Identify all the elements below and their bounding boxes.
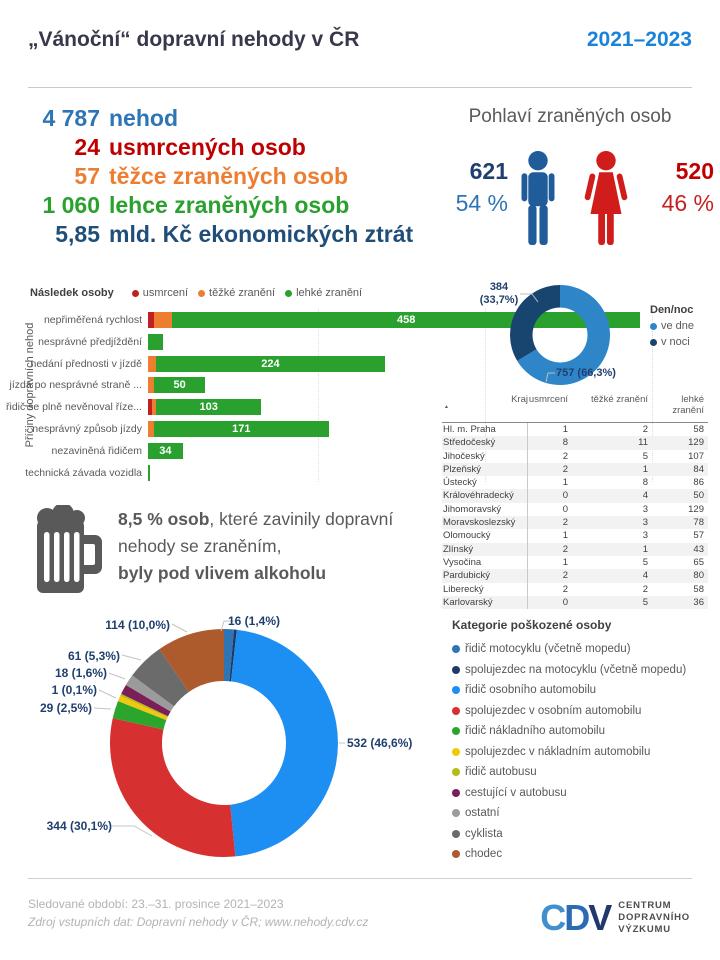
table-cell: Karlovarský: [442, 596, 528, 609]
stat-row: [28, 133, 428, 162]
cause-bar[interactable]: [148, 399, 261, 415]
night-slice-label: [474, 281, 524, 307]
footer-source: Zdroj vstupních dat: Dopravní nehody v ČR; www.nehody.cdv.cz: [28, 915, 369, 929]
stat-label: nehod: [109, 105, 178, 131]
legend-item-label: cestující v autobusu: [465, 786, 567, 799]
legend-dot-icon: [452, 707, 460, 715]
bar-segment-lehké-zranění[interactable]: 34: [148, 443, 183, 459]
table-cell: 57: [693, 530, 704, 542]
legend-item-label: spolujezdec na motocyklu (včetně mopedu): [465, 663, 687, 676]
table-cell: 58: [693, 424, 704, 435]
legend-item-label: řidič nákladního automobilu: [465, 725, 606, 738]
region-table-header[interactable]: [442, 394, 708, 423]
male-icon: [514, 150, 562, 247]
cause-category-label: nedání přednosti v jízdě: [30, 357, 142, 370]
table-row[interactable]: [442, 476, 708, 489]
table-cell: 1: [642, 463, 648, 475]
table-row[interactable]: [442, 529, 708, 542]
cause-bar[interactable]: [148, 465, 150, 481]
table-cell: 84: [693, 463, 704, 475]
beer-mug-icon: [32, 505, 104, 597]
region-table-body: [442, 423, 708, 609]
daynight-legend-item[interactable]: [650, 320, 694, 332]
female-icon: [582, 150, 630, 247]
category-legend-item[interactable]: [452, 742, 714, 763]
category-slice-label: 114 (10,0%): [105, 618, 170, 632]
cause-category-label: nesprávný způsob jízdy: [32, 423, 142, 435]
legend-item-label[interactable]: lehké zranění: [296, 287, 363, 299]
legend-item-label: řidič osobního automobilu: [465, 684, 597, 697]
bar-segment-lehké-zranění[interactable]: [148, 465, 150, 481]
daynight-legend-item[interactable]: [650, 336, 694, 348]
female-pct: 46 %: [661, 190, 714, 216]
cdv-logo-letters: [540, 894, 610, 942]
legend-dot-icon: [650, 323, 657, 330]
table-cell: 65: [693, 556, 704, 568]
night-value: 384: [489, 281, 509, 293]
category-legend-item[interactable]: [452, 762, 714, 783]
table-cell: Pardubický: [442, 569, 528, 582]
legend-dot-icon: [452, 748, 460, 756]
key-stats: [28, 104, 428, 249]
table-cell: 1: [562, 556, 568, 568]
stat-row: [28, 162, 428, 191]
years-badge: 2021–2023: [586, 28, 692, 51]
page-title: „Vánoční“ dopravní nehody v ČR: [28, 28, 360, 51]
table-cell: Zlínský: [442, 543, 528, 556]
stat-row: [28, 104, 428, 133]
table-cell: Moravskoslezský: [442, 516, 528, 529]
cdv-logo-text: CENTRUM DOPRAVNÍHO VÝZKUMU: [618, 900, 690, 935]
cause-bar[interactable]: [148, 334, 163, 350]
legend-item-label: ve dne: [661, 320, 695, 332]
table-row[interactable]: [442, 556, 708, 569]
table-cell: 58: [693, 583, 704, 595]
cause-bar[interactable]: [148, 421, 329, 437]
table-cell: 43: [693, 543, 704, 555]
category-slice-label: 16 (1,4%): [228, 614, 281, 628]
sort-asc-icon[interactable]: ▲: [444, 404, 449, 410]
table-row[interactable]: [442, 543, 708, 556]
legend-item-label: řidič autobusu: [465, 766, 537, 779]
table-cell: Hl. m. Praha: [442, 423, 528, 436]
table-cell: 2: [562, 570, 568, 582]
table-cell: 1: [562, 530, 568, 542]
bar-segment-lehké-zranění[interactable]: 224: [156, 356, 385, 372]
category-legend-item[interactable]: [452, 680, 714, 701]
col-header-2[interactable]: těžké zranění: [590, 394, 648, 405]
alcohol-statement: [118, 506, 438, 587]
stat-label: těžce zraněných osob: [109, 163, 349, 189]
cause-category-label: nezaviněná řidičem: [51, 444, 142, 457]
bar-segment-lehké-zranění[interactable]: 458: [172, 312, 639, 328]
legend-item-label: chodec: [465, 848, 503, 861]
legend-dot-icon: [132, 290, 139, 297]
table-cell: 2: [562, 517, 568, 529]
cause-bar[interactable]: [148, 356, 385, 372]
table-row[interactable]: [442, 489, 708, 502]
category-slice-label: 61 (5,3%): [67, 649, 120, 663]
table-cell: 8: [642, 477, 648, 489]
daynight-legend: [650, 304, 694, 348]
stat-value: 1 060: [42, 192, 100, 218]
table-cell: 4: [642, 570, 648, 582]
table-cell: Plzeňský: [442, 463, 528, 476]
table-cell: 1: [562, 424, 568, 435]
category-slice-3[interactable]: [110, 718, 235, 857]
table-cell: 78: [693, 517, 704, 529]
legend-item-label: spolujezdec v osobním automobilu: [465, 704, 642, 717]
table-row[interactable]: [442, 583, 708, 596]
category-legend-title: Kategorie poškozené osoby: [452, 618, 612, 632]
legend-item-label: spolujezdec v nákladním automobilu: [465, 745, 651, 758]
table-row[interactable]: [442, 596, 708, 609]
table-cell: 129: [688, 437, 704, 449]
cause-category-label: řidič se plně nevěnoval říze...: [6, 401, 142, 414]
daynight-legend-title: Den/noc: [650, 304, 694, 316]
table-cell: 1: [562, 477, 568, 489]
legend-item-label: řidič motocyklu (včetně mopedu): [465, 643, 631, 656]
table-cell: 5: [642, 450, 648, 462]
cause-category-label: nepřiměřená rychlost: [43, 314, 142, 326]
footer-period: Sledované období: 23.–31. prosince 2021–2023: [28, 897, 284, 911]
legend-dot-icon: [452, 727, 460, 735]
table-cell: 50: [693, 490, 704, 502]
legend-dot-icon: [650, 339, 657, 346]
table-cell: 3: [642, 530, 648, 542]
cdv-logo: [540, 894, 690, 942]
table-cell: Středočeský: [442, 436, 528, 449]
table-cell: 11: [638, 437, 648, 449]
legend-dot-icon: [452, 645, 460, 653]
stat-value: 24: [74, 134, 100, 160]
table-row[interactable]: [442, 463, 708, 476]
alcohol-line1-rest: , které zavinily dopravní: [209, 509, 394, 529]
category-slice-label: 532 (46,6%): [347, 736, 413, 750]
daynight-donut-chart: [460, 278, 720, 403]
alcohol-highlight: 8,5 % osob: [118, 509, 210, 529]
table-cell: 80: [693, 570, 704, 582]
legend-dot-icon: [452, 830, 460, 838]
bar-segment-lehké-zranění[interactable]: [148, 334, 163, 350]
table-row[interactable]: [442, 423, 708, 436]
stat-label: mld. Kč ekonomických ztrát: [109, 221, 414, 247]
alcohol-line2: nehody se zraněním,: [118, 536, 282, 556]
stat-value: 5,85: [55, 221, 100, 247]
table-cell: 2: [562, 543, 568, 555]
table-cell: 5: [642, 596, 648, 608]
causes-y-axis-label: Příčiny dopravních nehod: [24, 322, 36, 448]
legend-dot-icon: [452, 768, 460, 776]
logo-letter-c: C: [540, 897, 565, 938]
table-cell: 1: [642, 543, 648, 555]
category-legend-item[interactable]: [452, 701, 714, 722]
table-cell: 2: [642, 424, 648, 435]
logo-letter-v: V: [588, 897, 611, 938]
table-row[interactable]: [442, 450, 708, 463]
category-slice-label: 18 (1,6%): [54, 666, 107, 680]
table-cell: 2: [562, 450, 568, 462]
table-cell: 2: [562, 583, 568, 595]
legend-item-label: v noci: [661, 336, 690, 348]
day-slice-label: 757 (66,3%): [556, 367, 616, 379]
stat-row: [28, 220, 428, 249]
cause-bar[interactable]: [148, 443, 183, 459]
table-cell: 0: [562, 503, 568, 515]
stat-value: 57: [74, 163, 100, 189]
category-slice-label: 344 (30,1%): [46, 819, 112, 833]
logo-letter-d: D: [564, 897, 589, 938]
bar-segment-lehké-zranění[interactable]: 50: [154, 377, 205, 393]
male-count: 621: [469, 158, 508, 184]
male-pct: 54 %: [455, 190, 508, 216]
col-header-0[interactable]: Kraj: [511, 394, 528, 405]
category-legend: [452, 618, 714, 865]
table-cell: 0: [562, 490, 568, 502]
table-cell: 2: [642, 583, 648, 595]
category-slice-2[interactable]: [230, 630, 338, 857]
bar-segment-lehké-zranění[interactable]: 171: [154, 421, 328, 437]
table-row[interactable]: [442, 436, 708, 449]
cause-bar[interactable]: [148, 377, 205, 393]
cause-category-label: nesprávné předjíždění: [38, 335, 142, 348]
table-cell: Jihočeský: [442, 450, 528, 463]
table-cell: Liberecký: [442, 583, 528, 596]
table-cell: 36: [693, 596, 704, 608]
legend-item-label[interactable]: těžké zranění: [209, 287, 276, 299]
stat-label: lehce zraněných osob: [109, 192, 350, 218]
table-cell: Olomoucký: [442, 529, 528, 542]
legend-item-label[interactable]: usmrcení: [142, 287, 189, 299]
bar-segment-lehké-zranění[interactable]: 103: [156, 399, 261, 415]
category-slice-label: 29 (2,5%): [39, 701, 92, 715]
category-legend-item[interactable]: [452, 639, 714, 660]
category-legend-item[interactable]: [452, 783, 714, 804]
table-cell: 107: [688, 450, 704, 462]
female-count: 520: [675, 158, 714, 184]
col-header-1[interactable]: usmrcení: [528, 394, 568, 405]
legend-dot-icon: [285, 290, 292, 297]
category-donut-chart: [0, 610, 440, 880]
stat-value: 4 787: [42, 105, 100, 131]
category-legend-item[interactable]: [452, 824, 714, 845]
stat-label: usmrcených osob: [109, 134, 306, 160]
table-row[interactable]: [442, 569, 708, 582]
table-row[interactable]: [442, 503, 708, 516]
legend-dot-icon: [198, 290, 205, 297]
table-cell: Vysočina: [442, 556, 528, 569]
category-legend-item[interactable]: [452, 844, 714, 865]
gender-section-title: Pohlaví zraněných osob: [468, 106, 672, 127]
table-cell: Ústecký: [442, 476, 528, 489]
legend-dot-icon: [452, 789, 460, 797]
legend-item-label: ostatní: [465, 807, 500, 820]
table-row[interactable]: [442, 516, 708, 529]
table-cell: 0: [562, 596, 568, 608]
category-legend-item[interactable]: [452, 660, 714, 681]
bar-segment-těžké-zranění[interactable]: [148, 356, 156, 372]
header-divider: [28, 87, 692, 88]
table-cell: 8: [562, 437, 568, 449]
legend-dot-icon: [452, 666, 460, 674]
cause-category-label: technická závada vozidla: [25, 466, 142, 479]
legend-dot-icon: [452, 809, 460, 817]
table-cell: 129: [688, 503, 704, 515]
footer-divider: [28, 878, 692, 879]
legend-dot-icon: [452, 686, 460, 694]
alcohol-line3: byly pod vlivem alkoholu: [118, 563, 327, 583]
table-cell: Královéhradecký: [442, 489, 528, 502]
legend-item-label: cyklista: [465, 827, 503, 840]
table-cell: 3: [642, 517, 648, 529]
region-table: [442, 394, 708, 609]
category-legend-item[interactable]: [452, 721, 714, 742]
category-legend-item[interactable]: [452, 803, 714, 824]
causes-legend-title: Následek osoby: [30, 287, 114, 299]
table-cell: 5: [642, 556, 648, 568]
table-cell: 2: [562, 463, 568, 475]
cause-category-label: jízda po nesprávné straně ...: [9, 379, 142, 392]
stat-row: [28, 191, 428, 220]
bar-segment-těžké-zranění[interactable]: [154, 312, 172, 328]
table-cell: 3: [642, 503, 648, 515]
col-header-3[interactable]: lehké zranění: [672, 394, 704, 416]
causes-legend: [30, 287, 362, 299]
category-slice-label: 1 (0,1%): [51, 683, 97, 697]
table-cell: 4: [642, 490, 648, 502]
night-pct: (33,7%): [479, 294, 519, 306]
legend-dot-icon: [452, 850, 460, 858]
table-cell: 86: [693, 477, 704, 489]
table-cell: Jihomoravský: [442, 503, 528, 516]
